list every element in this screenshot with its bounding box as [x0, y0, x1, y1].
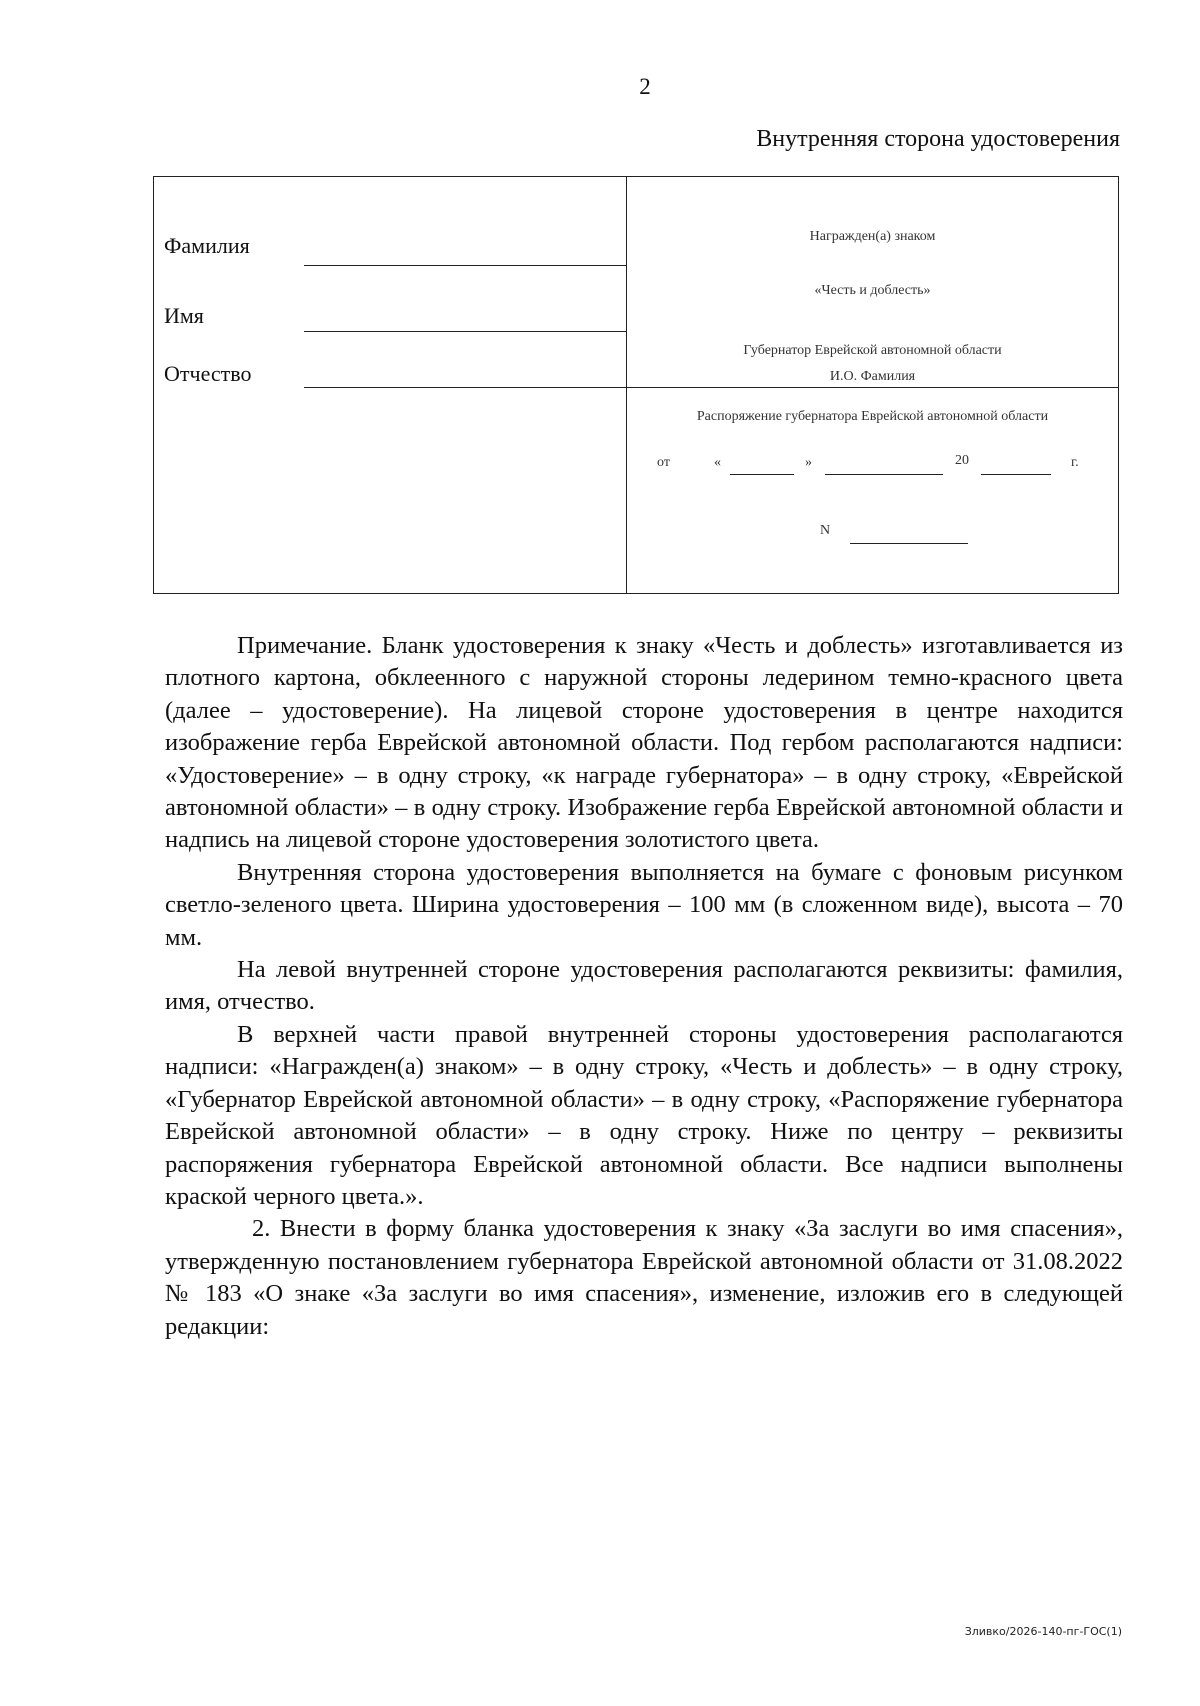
- year-prefix: 20: [955, 453, 969, 468]
- year-suffix: г.: [1071, 455, 1079, 470]
- section-caption: Внутренняя сторона удостоверения: [756, 126, 1120, 152]
- surname-line: [304, 265, 626, 266]
- body-text: [165, 630, 1123, 1343]
- day-quote-open: «: [714, 455, 721, 470]
- left-side-paragraph: На левой внутренней стороне удостоверения располагаются реквизиты: фамилия, имя, отчество.: [165, 956, 1123, 1016]
- governor-name: И.О. Фамилия: [829, 369, 916, 384]
- certificate-form: [153, 176, 1119, 594]
- day-line: [730, 474, 794, 475]
- order-number-label: N: [820, 523, 831, 538]
- badge-name: «Честь и доблесть»: [814, 283, 931, 298]
- name-line: [304, 331, 626, 332]
- governor-title: Губернатор Еврейской автономной области: [743, 343, 1002, 358]
- patronymic-label: Отчество: [164, 361, 252, 386]
- patronymic-line: [304, 387, 626, 388]
- order-number-line: [850, 543, 968, 544]
- right-divider-line: [627, 387, 1118, 388]
- name-label: Имя: [164, 303, 204, 328]
- order-title: Распоряжение губернатора Еврейской автономной области: [696, 409, 1049, 424]
- inner-side-paragraph: Внутренняя сторона удостоверения выполняется на бумаге с фоновым рисунком светло-зеленого цвета. Ширина удостоверения – 100 мм (в сложенном виде), высота – 70 мм.: [165, 858, 1123, 951]
- date-from-label: от: [657, 455, 670, 470]
- awarded-text: Награжден(а) знаком: [809, 229, 936, 244]
- month-line: [825, 474, 943, 475]
- day-quote-close: »: [805, 455, 812, 470]
- surname-label: Фамилия: [164, 233, 250, 258]
- certificate-left-side: [154, 177, 627, 593]
- page-number: 2: [639, 74, 651, 99]
- amendment-paragraph: 2. Внести в форму бланка удостоверения к знаку «За заслуги во имя спасения», утвержденную постановлением губернатора Еврейской автономной области от 31.08.2022 № 183 «О знаке «За заслуги во имя спасения», изменение, изложив его в следующей редакции:: [165, 1215, 1123, 1340]
- footer-code: Зливко/2026-140-пг-ГОС(1): [964, 1625, 1122, 1638]
- certificate-right-side: [627, 177, 1118, 593]
- year-line: [981, 474, 1051, 475]
- right-side-paragraph: В верхней части правой внутренней стороны удостоверения располагаются надписи: «Награжден(а) знаком» – в одну строку, «Честь и доблесть» – в одну строку, «Губернатор Еврейской автономной области» – в одну строку, «Распоряжение губернатора Еврейской автономной области» – в одну строку. Ниже по центру – реквизиты распоряжения губернатора Еврейской автономной области. Все надписи выполнены краской черного цвета.».: [165, 1020, 1123, 1210]
- note-paragraph: Примечание. Бланк удостоверения к знаку «Честь и доблесть» изготавливается из плотного картона, обклеенного с наружной стороны ледерином темно-красного цвета (далее – удостоверение). На лицевой стороне удостоверения в центре находится изображение герба Еврейской автономной области. Под гербом располагаются надписи: «Удостоверение» – в одну строку, «к награде губернатора» – в одну строку, «Еврейской автономной области» – в одну строку. Изображение герба Еврейской автономной области и надпись на лицевой стороне удостоверения золотистого цвета.: [165, 632, 1123, 854]
